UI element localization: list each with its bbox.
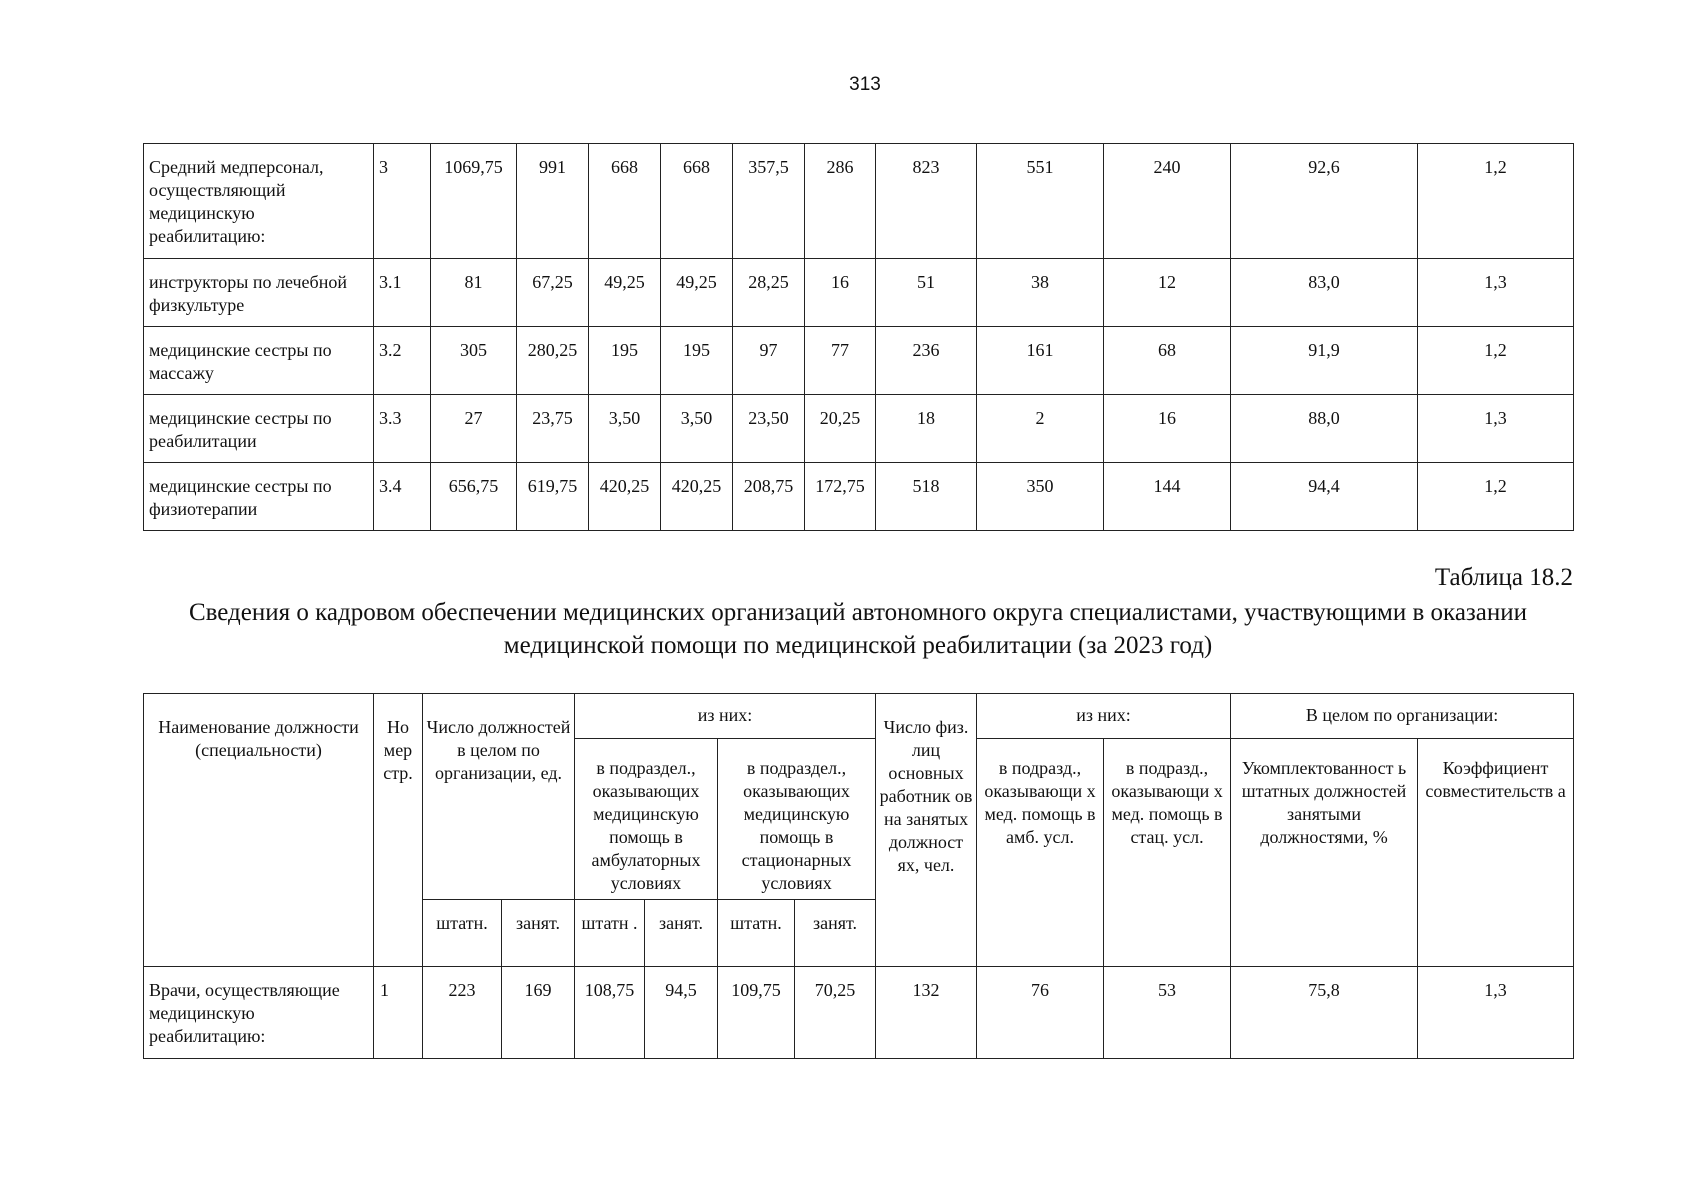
header-zanyat: занят. [795,900,876,967]
row-number: 3.1 [374,259,431,327]
cell: 619,75 [517,463,589,531]
header-persons: Число физ. лиц основных работник ов на занятых должност ях, чел. [876,694,977,967]
table-row [144,259,1574,327]
cell: 81 [431,259,517,327]
header-of-them: из них: [977,694,1231,739]
cell: 94,5 [645,967,718,1059]
cell: 240 [1104,144,1231,259]
header-shtat: штатн. [718,900,795,967]
cell: 286 [805,144,876,259]
cell: 1,2 [1418,144,1574,259]
cell: 1069,75 [431,144,517,259]
cell: 132 [876,967,977,1059]
header-zanyat: занят. [645,900,718,967]
cell: 27 [431,395,517,463]
cell: 357,5 [733,144,805,259]
cell: 518 [876,463,977,531]
row-number: 3.4 [374,463,431,531]
cell: 67,25 [517,259,589,327]
cell: 28,25 [733,259,805,327]
cell: 1,2 [1418,327,1574,395]
cell: 77 [805,327,876,395]
table-row [144,967,1574,1059]
cell: 108,75 [575,967,645,1059]
cell: 53 [1104,967,1231,1059]
cell: 823 [876,144,977,259]
row-number: 1 [374,967,423,1059]
cell: 38 [977,259,1104,327]
header-shtat: штатн. [423,900,502,967]
header-row [144,694,1574,739]
row-name: медицинские сестры по физиотерапии [144,463,374,531]
cell: 195 [661,327,733,395]
row-name: Средний медперсонал, осуществляющий медицинскую реабилитацию: [144,144,374,259]
cell: 23,50 [733,395,805,463]
cell: 668 [589,144,661,259]
cell: 94,4 [1231,463,1418,531]
cell: 991 [517,144,589,259]
header-number: Но мер стр. [374,694,423,967]
table-row [144,327,1574,395]
cell: 169 [502,967,575,1059]
row-name: Врачи, осуществляющие медицинскую реабилитацию: [144,967,374,1059]
table-row [144,463,1574,531]
cell: 2 [977,395,1104,463]
staff-table-18-2 [143,693,1574,1059]
row-number: 3.2 [374,327,431,395]
table-caption-title: Сведения о кадровом обеспечении медицинских организаций автономного округа специалистами, участвующими в оказании медицинской помощи по медицинской реабилитации (за 2023 год) [188,599,1528,659]
header-org-total: В целом по организации: [1231,694,1574,739]
cell: 49,25 [661,259,733,327]
row-number: 3 [374,144,431,259]
cell: 68 [1104,327,1231,395]
staff-table-continuation [143,143,1574,531]
row-name: медицинские сестры по реабилитации [144,395,374,463]
cell: 70,25 [795,967,876,1059]
cell: 144 [1104,463,1231,531]
cell: 88,0 [1231,395,1418,463]
cell: 18 [876,395,977,463]
table-row [144,395,1574,463]
cell: 12 [1104,259,1231,327]
cell: 208,75 [733,463,805,531]
cell: 350 [977,463,1104,531]
table-caption-label: Таблица 18.2 [1434,564,1573,591]
cell: 420,25 [661,463,733,531]
cell: 3,50 [661,395,733,463]
header-persons-amb: в подразд., оказывающи х мед. помощь в амб. усл. [977,739,1104,967]
cell: 1,2 [1418,463,1574,531]
cell: 195 [589,327,661,395]
cell: 172,75 [805,463,876,531]
row-name: медицинские сестры по массажу [144,327,374,395]
cell: 236 [876,327,977,395]
cell: 83,0 [1231,259,1418,327]
cell: 223 [423,967,502,1059]
header-positions-total: Число должностей в целом по организации, ед. [423,694,575,900]
cell: 161 [977,327,1104,395]
row-number: 3.3 [374,395,431,463]
cell: 656,75 [431,463,517,531]
cell: 23,75 [517,395,589,463]
cell: 49,25 [589,259,661,327]
cell: 1,3 [1418,967,1574,1059]
row-name: инструкторы по лечебной физкультуре [144,259,374,327]
cell: 16 [1104,395,1231,463]
cell: 97 [733,327,805,395]
cell: 92,6 [1231,144,1418,259]
header-stac: в подраздел., оказывающих медицинскую помощь в стационарных условиях [718,739,876,900]
cell: 20,25 [805,395,876,463]
cell: 3,50 [589,395,661,463]
cell: 305 [431,327,517,395]
cell: 551 [977,144,1104,259]
header-amb: в подраздел., оказывающих медицинскую помощь в амбулаторных условиях [575,739,718,900]
header-zanyat: занят. [502,900,575,967]
header-staffing: Укомплектованност ь штатных должностей занятыми должностями, % [1231,739,1418,967]
header-coefficient: Коэффициент совместительств а [1418,739,1574,967]
cell: 280,25 [517,327,589,395]
page-number: 313 [849,74,881,95]
header-shtat: штатн . [575,900,645,967]
cell: 75,8 [1231,967,1418,1059]
header-name: Наименование должности (специальности) [144,694,374,967]
cell: 109,75 [718,967,795,1059]
cell: 51 [876,259,977,327]
header-of-them: из них: [575,694,876,739]
cell: 420,25 [589,463,661,531]
cell: 76 [977,967,1104,1059]
cell: 1,3 [1418,395,1574,463]
cell: 91,9 [1231,327,1418,395]
table-row [144,144,1574,259]
cell: 668 [661,144,733,259]
cell: 1,3 [1418,259,1574,327]
cell: 16 [805,259,876,327]
header-persons-stac: в подразд., оказывающи х мед. помощь в стац. усл. [1104,739,1231,967]
